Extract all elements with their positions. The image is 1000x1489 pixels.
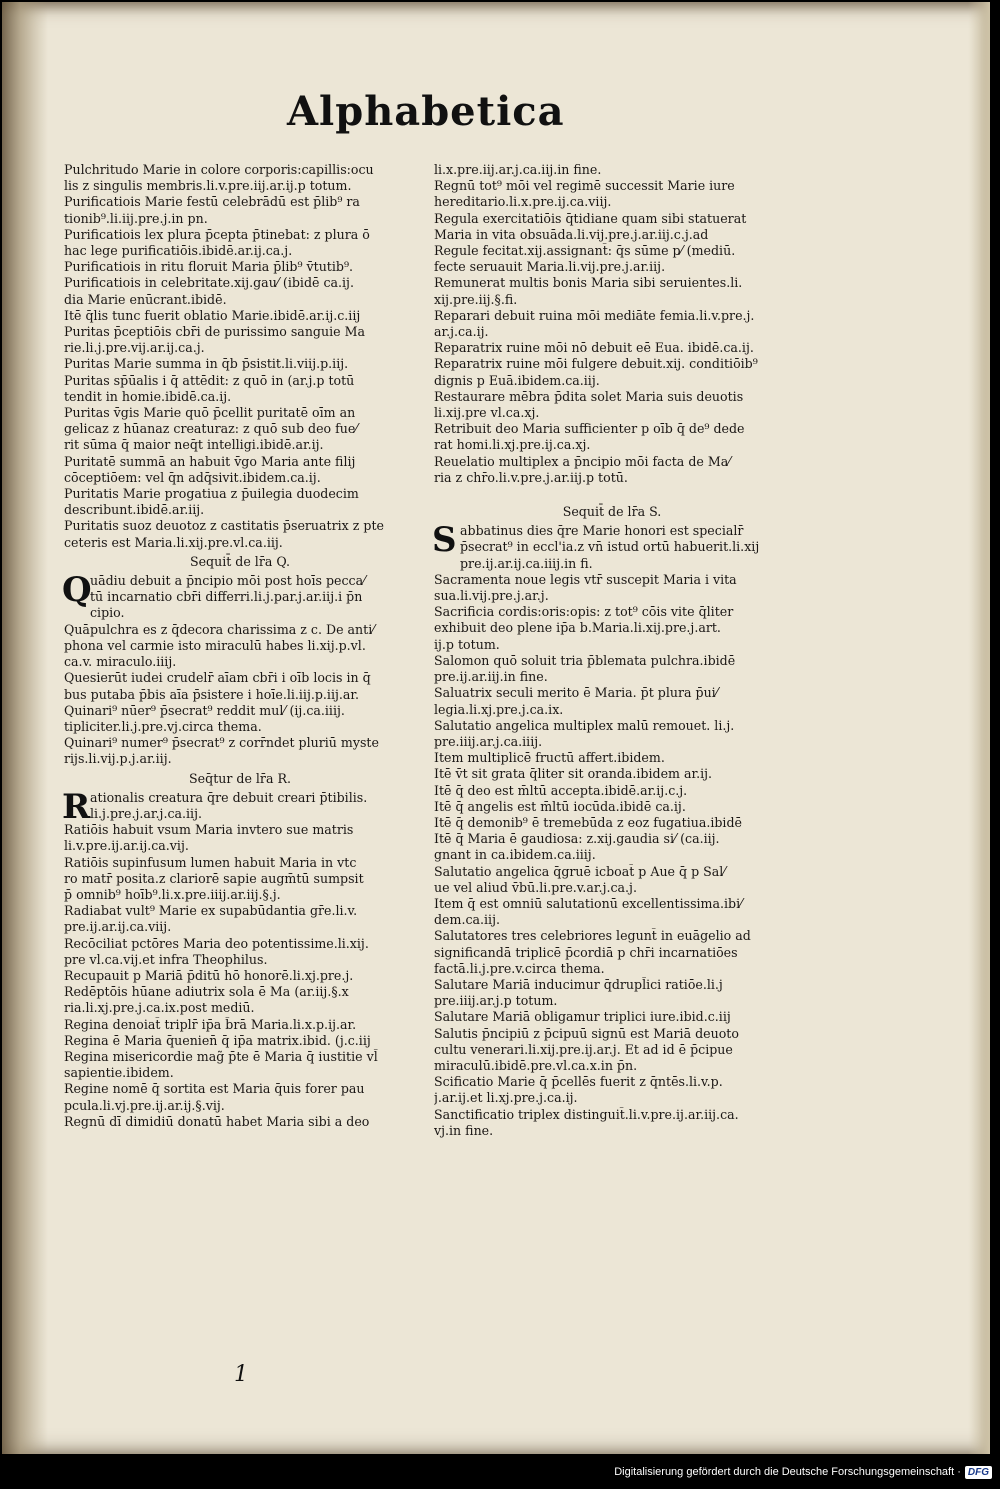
- entries-r: [64, 822, 416, 1130]
- digitization-credit: [614, 1462, 992, 1482]
- text-line: Puritatis Marie progatiua z p̄uilegia duodecim: [64, 486, 359, 502]
- text-line: miraculū.ibidē.pre.vl.ca.x.in p̄n.: [434, 1057, 638, 1073]
- text-line: Purificatiois lex plura p̄cepta p̄tinebat: z plura ō: [64, 226, 370, 242]
- dfg-logo: DFG: [965, 1466, 992, 1479]
- text-line: Regine nomē q̄ sortita est Maria q̄uis forer pau: [64, 1081, 365, 1097]
- text-line: hereditario.li.x.pre.ij.ca.viij.: [434, 194, 612, 210]
- text-line: Recōciliat pctōres Maria deo potentissime.li.xij.: [64, 935, 369, 951]
- text-line: Salutare Mariā inducimur q̄drupl̄ici ratiōe.li.j: [434, 976, 723, 992]
- page-edge: [968, 2, 990, 1454]
- text-line: Itē q̄ angelis est m̄ltū iocūda.ibidē ca.ij.: [434, 798, 686, 814]
- section-r-start: [62, 786, 416, 827]
- text-line: Ratiōis supinfusum lumen habuit Maria in vtc: [64, 854, 357, 870]
- section-r-first-entry: [62, 786, 416, 827]
- text-line: Radiabat vult⁹ Marie ex supabūdantia gr̄e.li.v.: [64, 903, 358, 919]
- text-line: ationalis creatura q̄re debuit creari p̄tibilis.: [90, 789, 368, 805]
- text-line: Regnū tot⁹ mōi vel regimē successit Marie iure: [434, 178, 735, 194]
- text-line: pre.ij.ar.ij.ca.viij.: [64, 919, 172, 935]
- text-line: pre.ij.ar.iij.in fine.: [434, 669, 548, 685]
- text-line: Puritatē summā an habuit v̄go Maria ante filij: [64, 453, 356, 469]
- text-line: ar.j.ca.ij.: [434, 324, 489, 340]
- text-line: Regnū dī dimidiū donatū habet Maria sibi a deo: [64, 1113, 370, 1129]
- text-line: Itē q̄ Maria ē gaudiosa: z.xij.gaudia si⁄ (ca.iij.: [434, 831, 720, 847]
- text-line: lis z singulis membris.li.v.pre.iij.ar.ij.p totum.: [64, 178, 352, 194]
- text-line: pcula.li.vj.pre.ij.ar.ij.§.vij.: [64, 1097, 225, 1113]
- initial-s: S: [432, 520, 457, 561]
- text-line: Item q̄ est omniū salutationū excellentissima.ibi⁄: [434, 895, 743, 911]
- text-line: ue vel aliud v̄bū.li.pre.v.ar.j.ca.j.: [434, 879, 637, 895]
- text-line: cultu venerari.li.xij.pre.ij.ar.j. Et ad id ē p̄cipue: [434, 1041, 733, 1057]
- text-line: factā.li.j.pre.v.circa thema.: [434, 960, 605, 976]
- right-column: [434, 162, 790, 1139]
- text-line: Quinari⁹ numer⁹ p̄secrat⁹ z corr̄ndet pluriū myste: [64, 735, 379, 751]
- text-line: Quinari⁹ nūer⁹ p̄secrat⁹ reddit mul⁄ (ij.ca.iiij.: [64, 702, 345, 718]
- initial-r: R: [62, 786, 91, 827]
- section-q-start: [62, 570, 416, 622]
- text-line: Puritas p̄ceptiōis cbr̄i de purissimo sanguie Ma: [64, 324, 365, 340]
- text-line: hac lege purificatiōis.ibidē.ar.ij.ca.j.: [64, 243, 293, 259]
- left-column: [64, 162, 416, 1130]
- text-line: Redēptōis hūane adiutrix sola ē Ma (ar.iij.§.x: [64, 984, 349, 1000]
- text-line: Puritas Marie summa in q̄b p̄sistit.li.viij.p.iij.: [64, 356, 349, 372]
- text-line: Regina misericordie mag̃ p̄te ē Maria q̄ iustitie vl̄: [64, 1048, 378, 1064]
- text-line: Salomon quō soluit tria p̄blemata pulchra.ibidē: [434, 652, 736, 668]
- credit-text: Digitalisierung gefördert durch die Deutsche Forschungsgemeinschaft ·: [614, 1466, 961, 1478]
- text-line: Regula exercitatiōis q̄tidiane quam sibi statuerat: [434, 210, 747, 226]
- text-line: tionib⁹.li.iij.pre.j.in pn.: [64, 210, 208, 226]
- text-line: Sanctificatio triplex distinguit̄.li.v.pre.ij.ar.iij.ca.: [434, 1106, 739, 1122]
- text-line: xij.pre.iij.§.fi.: [434, 291, 518, 307]
- text-line: legia.li.xj.pre.j.ca.ix.: [434, 701, 564, 717]
- section-s-first-entry: [432, 520, 790, 572]
- text-line: Reparatrix ruine mōi fulgere debuit.xij. conditiōib⁹: [434, 356, 758, 372]
- running-head: Alphabetica: [287, 88, 565, 135]
- text-line: phona vel carmie isto miraculū habes li.xij.p.vl.: [64, 637, 366, 653]
- text-line: Pulchritudo Marie in colore corporis:capillis:ocu: [64, 162, 374, 177]
- entries-r-continued: [434, 162, 790, 486]
- section-head-r: Seq̄tur de lr̄a R.: [189, 770, 291, 786]
- text-line: ro matr̄ posita.z clariorē sapie augm̄tū sumpsit: [64, 870, 364, 886]
- text-line: fecte seruauit Maria.li.vij.pre.j.ar.iij.: [434, 259, 666, 275]
- text-line: pre.iiij.ar.j.p totum.: [434, 993, 558, 1009]
- book-page: [2, 2, 990, 1454]
- text-line: significandā triplicē p̄cordiā p chr̄i incarnatiōes: [434, 944, 738, 960]
- text-line: Regina ē Maria q̄uenien̄ q̄ ip̄a matrix.ibid. (j.c.iij: [64, 1032, 371, 1048]
- text-line: Salutare Mariā obligamur triplici iure.ibid.c.iij: [434, 1009, 731, 1025]
- text-line: cōceptiōem: vel q̄n adq̄sivit.ibidem.ca.ij.: [64, 469, 321, 485]
- text-line: Reparatrix ruine mōi nō debuit eē Eua. ibidē.ca.ij.: [434, 340, 754, 356]
- text-line: Ratiōis habuit vsum Maria invtero sue matris: [64, 822, 354, 838]
- text-line: dignis p Euā.ibidem.ca.iij.: [434, 372, 600, 388]
- text-line: Itē v̄t sit grata q̄liter sit oranda.ibidem ar.ij.: [434, 766, 713, 782]
- text-line: Retribuit deo Maria sufficienter p oīb q̄ de⁹ dede: [434, 421, 745, 437]
- text-line: describunt.ibidē.ar.iij.: [64, 502, 205, 518]
- text-line: Sacrificia cordis:oris:opis: z tot⁹ cōis vite q̄liter: [434, 604, 734, 620]
- text-line: Salutis p̄ncipiū z p̄cipuū signū est Mariā deuoto: [434, 1025, 739, 1041]
- entries-q: [64, 622, 416, 768]
- text-line: j.ar.ij.et li.xj.pre.j.ca.ij.: [434, 1090, 578, 1106]
- text-line: rie.li.j.pre.vij.ar.ij.ca.j.: [64, 340, 205, 356]
- text-line: Itē q̄ demonib⁹ ē tremebūda z eoz fugatiua.ibidē: [434, 814, 742, 830]
- text-line: Salutatio angelica q̄gruē icboat̄ p Aue q̄ p Sal⁄: [434, 863, 726, 879]
- text-line: gelicaz z hūanaz creaturaz: z quō sub deo fue⁄: [64, 421, 358, 437]
- text-line: Reparari debuit ruina mōi mediāte femia.li.v.pre.j.: [434, 307, 755, 323]
- text-line: pre vl.ca.vij.et infra Theophilus.: [64, 951, 268, 967]
- text-line: rit sūma q̄ maior neq̄t intelligi.ibidē.ar.ij.: [64, 437, 324, 453]
- text-line: Puritas sp̄ūalis i q̄ attēdit: z quō in (ar.j.p totū: [64, 372, 355, 388]
- text-line: Salutatores tres celebriores legunt̄ in euāgelio ad: [434, 928, 751, 944]
- text-line: Item multiplicē fructū affert.ibidem.: [434, 750, 665, 766]
- text-line: pre.ij.ar.ij.ca.iiij.in fi.: [460, 555, 593, 571]
- text-line: tipliciter.li.j.pre.vj.circa thema.: [64, 718, 262, 734]
- text-line: ria z chr̄o.li.v.pre.j.ar.iij.p totū.: [434, 469, 628, 485]
- section-head-q: Sequit̄ de lr̄a Q.: [189, 553, 291, 569]
- entries-s: [434, 572, 790, 1139]
- text-line: uādiu debuit a p̄ncipio mōi post hoīs pecca⁄: [90, 573, 366, 589]
- text-line: Itē q̄ deo est m̄ltū accepta.ibidē.ar.ij.c.j.: [434, 782, 688, 798]
- text-line: li.xij.pre vl.ca.xj.: [434, 405, 540, 421]
- section-s-start: [432, 520, 790, 572]
- text-line: Regule fecitat.xij.assignant̄: q̄s sūme p⁄ (mediū.: [434, 243, 736, 259]
- entries-p: [64, 162, 416, 551]
- text-line: rijs.li.vij.p.j.ar.iij.: [64, 751, 172, 767]
- text-line: Remunerat multis bonis Maria sibi seruientes.li.: [434, 275, 743, 291]
- text-line: ria.li.xj.pre.j.ca.ix.post mediū.: [64, 1000, 255, 1016]
- text-line: rat homi.li.xj.pre.ij.ca.xj.: [434, 437, 591, 453]
- text-line: p̄secrat⁹ in eccl'ia.z vn̄ istud ortū habuerit.li.xij: [460, 539, 760, 555]
- text-line: pre.iiij.ar.j.ca.iiij.: [434, 733, 543, 749]
- initial-q: Q: [62, 570, 92, 611]
- text-line: Purificatiois Marie festū celebrādū est p̄lib⁹ ra: [64, 194, 360, 210]
- text-line: dia Marie enūcrant.ibidē.: [64, 291, 227, 307]
- text-line: exhibuit deo plene ip̄a b.Maria.li.xij.pre.j.art.: [434, 620, 721, 636]
- text-line: ij.p totum.: [434, 636, 500, 652]
- text-line: Puritatis suoz deuotoz z castitatis p̄seruatrix z pte: [64, 518, 384, 534]
- text-line: Salutatio angelica multiplex malū remouet. li.j.: [434, 717, 735, 733]
- text-line: ca.v. miraculo.iiij.: [64, 654, 177, 670]
- text-line: cipio.: [90, 605, 125, 621]
- text-line: li.j.pre.j.ar.j.ca.iij.: [90, 805, 202, 821]
- text-line: gnant in ca.ibidem.ca.iiij.: [434, 847, 596, 863]
- text-line: sua.li.vij.pre.j.ar.j.: [434, 588, 549, 604]
- text-line: Scificatio Marie q̄ p̄cellēs fuerit z q̄ntēs.li.v.p.: [434, 1074, 723, 1090]
- section-head-s: Sequit̄ de lr̄a S.: [562, 504, 662, 520]
- text-line: Reuelatio multiplex a p̄ncipio mōi facta de Ma⁄: [434, 453, 731, 469]
- text-line: dem.ca.iij.: [434, 912, 500, 928]
- text-line: abbatinus dies q̄re Marie honori est specialr̄: [460, 523, 744, 539]
- text-line: li.x.pre.iij.ar.j.ca.iij.in fine.: [434, 162, 602, 177]
- folio-mark: 1: [234, 1362, 248, 1387]
- text-line: Maria in vita obsuāda.li.vij.pre.j.ar.iij.c.j.ad: [434, 226, 709, 242]
- text-line: li.v.pre.ij.ar.ij.ca.vij.: [64, 838, 189, 854]
- text-line: Restaurare mēbra p̄dita solet Maria suis deuotis: [434, 388, 744, 404]
- text-line: bus putaba p̄bis aīa p̄sistere i hoīe.li.iij.p.iij.ar.: [64, 686, 360, 702]
- text-line: Purificatiois in celebritate.xij.gau⁄ (ibidē ca.ij.: [64, 275, 354, 291]
- text-line: p̄ omnib⁹ hoīb⁹.li.x.pre.iiij.ar.iij.§.j.: [64, 886, 281, 902]
- text-line: ceteris est Maria.li.xij.pre.vl.ca.iij.: [64, 534, 283, 550]
- text-line: Sacramenta noue legis vtr̄ suscepit Maria i vita: [434, 571, 737, 587]
- text-line: Regina denoiat̄ triplr̄ ip̄a b̄rā Maria.li.x.p.ij.ar.: [64, 1016, 357, 1032]
- text-line: vj.in fine.: [434, 1122, 494, 1138]
- text-line: Quāpulchra es z q̄decora charissima z c. De anti⁄: [64, 621, 375, 637]
- text-line: Saluatrix seculi merito ē Maria. p̄t plura p̄ui⁄: [434, 685, 718, 701]
- section-q-first-entry: [62, 570, 416, 622]
- text-line: Puritas v̄gis Marie quō p̄cellit puritatē oīm an: [64, 405, 356, 421]
- page-gutter-shadow: [2, 2, 48, 1454]
- text-line: Itē q̄lis tunc fuerit oblatio Marie.ibidē.ar.ij.c.iij: [64, 307, 361, 323]
- text-line: tendit in homie.ibidē.ca.ij.: [64, 388, 232, 404]
- text-line: Purificatiois in ritu floruit Maria p̄lib⁹ v̄tutib⁹.: [64, 259, 354, 275]
- text-line: Quesierūt iudei crudelr̄ aīam cbr̄i i oīb locis in q̄: [64, 670, 371, 686]
- text-line: sapientie.ibidem.: [64, 1065, 174, 1081]
- text-line: Recupauit p Mariā p̄ditū hō honorē.li.xj.pre.j.: [64, 967, 354, 983]
- text-line: tū incarnatio cbr̄i differri.li.j.par.j.ar.iij.i p̄n: [90, 589, 363, 605]
